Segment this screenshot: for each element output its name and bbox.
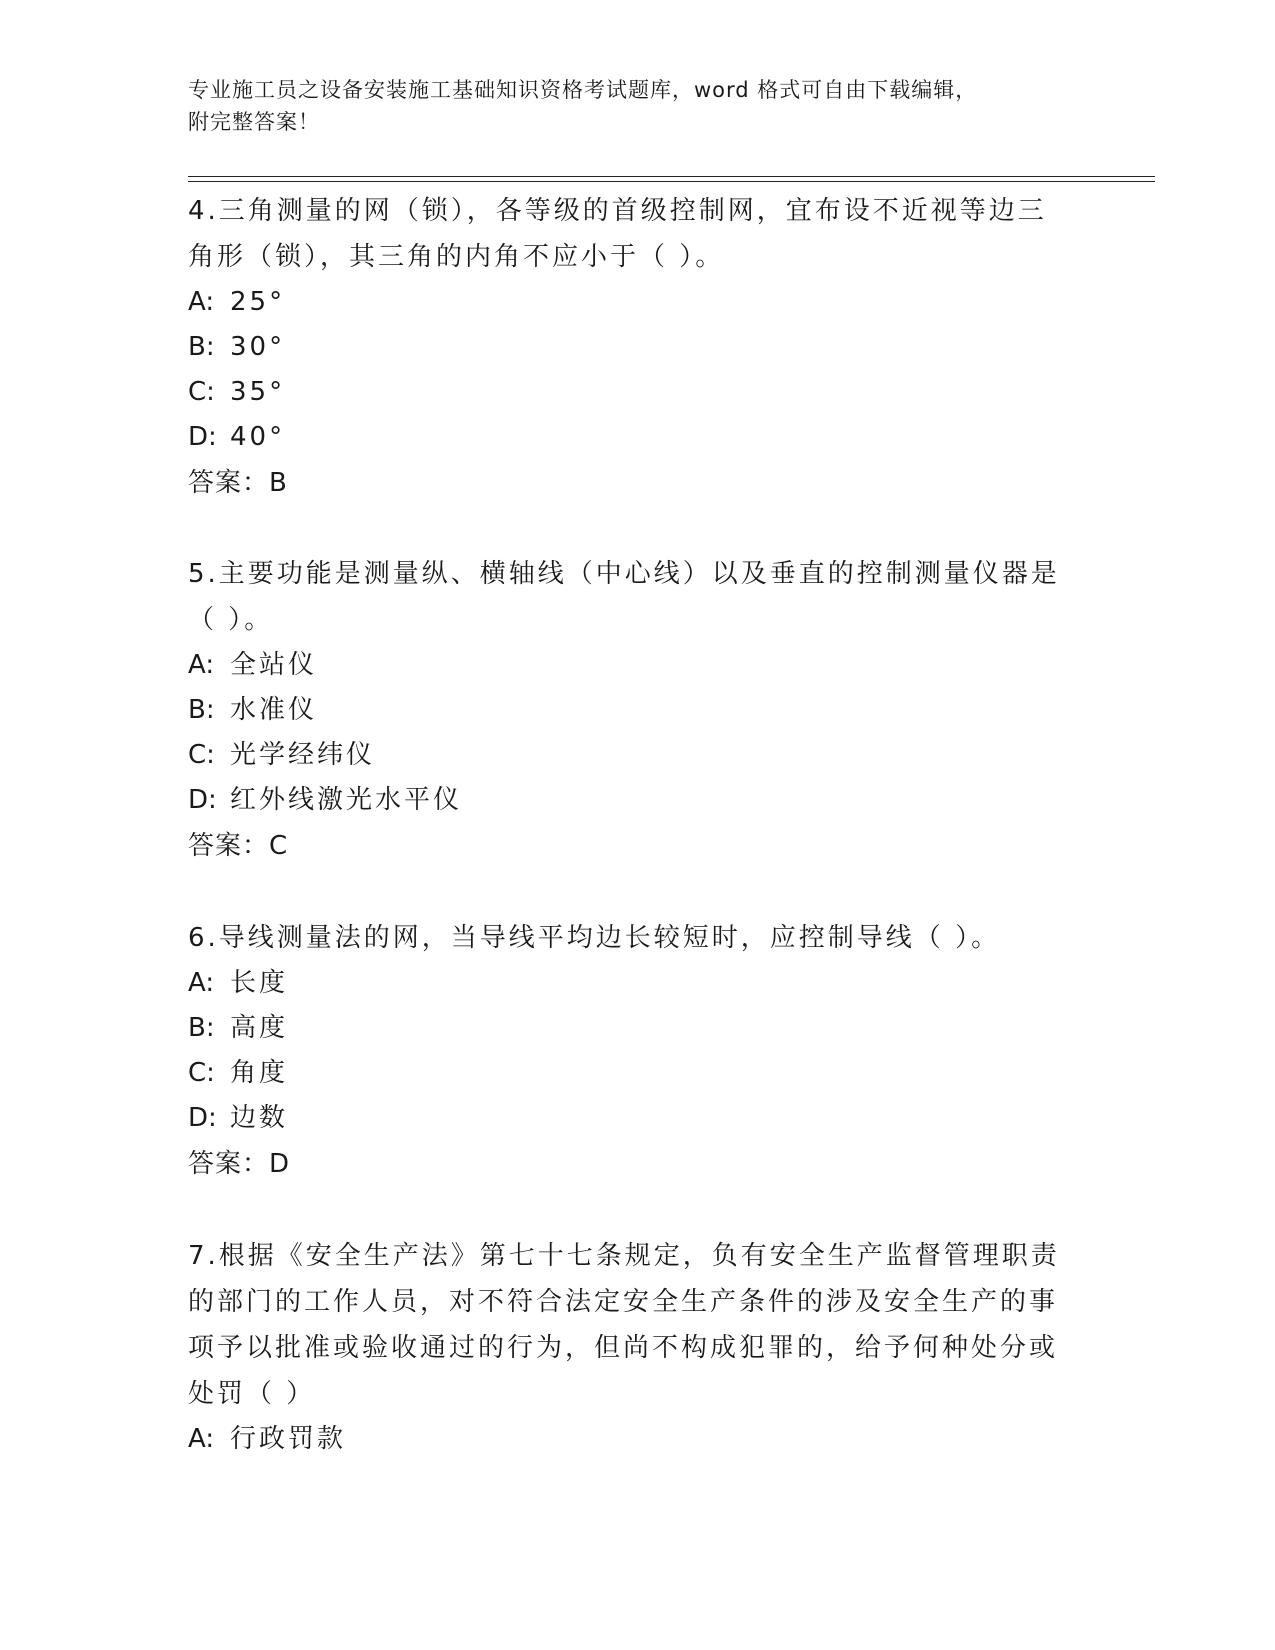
answer-line: 答案：D bbox=[188, 1149, 291, 1179]
option-d bbox=[188, 1096, 1068, 1141]
option-text: 25° bbox=[230, 287, 286, 317]
question-4 bbox=[188, 188, 1068, 506]
option-b bbox=[188, 1006, 1068, 1051]
question-7 bbox=[188, 1233, 1068, 1462]
option-text: 光学经纬仪 bbox=[230, 740, 376, 770]
option-key: D: bbox=[188, 422, 217, 452]
answer-line: 答案：B bbox=[188, 468, 288, 498]
question-stem-line: 角形（锁），其三角的内角不应小于（ ）。 bbox=[188, 242, 725, 272]
option-c bbox=[188, 733, 1068, 778]
option-d bbox=[188, 778, 1068, 823]
question-stem-line: 4.三角测量的网（锁），各等级的首级控制网，宜布设不近视等边三 bbox=[188, 196, 1047, 226]
option-key: B: bbox=[188, 332, 215, 362]
option-key: D: bbox=[188, 785, 217, 815]
option-text: 水准仪 bbox=[230, 695, 318, 725]
header-line-1: 专业施工员之设备安装施工基础知识资格考试题库，word 格式可自由下载编辑， bbox=[188, 78, 978, 102]
option-text: 40° bbox=[230, 422, 286, 452]
option-text: 角度 bbox=[230, 1058, 289, 1088]
question-stem-line: 项予以批准或验收通过的行为，但尚不构成犯罪的，给予何种处分或 bbox=[188, 1333, 1059, 1363]
option-key: B: bbox=[188, 1013, 215, 1043]
option-key: C: bbox=[188, 1058, 215, 1088]
option-key: D: bbox=[188, 1103, 217, 1133]
option-text: 35° bbox=[230, 377, 286, 407]
question-stem-line: （ ）。 bbox=[188, 605, 274, 635]
answer-line: 答案：C bbox=[188, 831, 289, 861]
question-stem-line: 5.主要功能是测量纵、横轴线（中心线）以及垂直的控制测量仪器是 bbox=[188, 559, 1060, 589]
header-divider-top bbox=[188, 176, 1155, 177]
option-key: A: bbox=[188, 287, 215, 317]
option-c bbox=[188, 1051, 1068, 1096]
question-stem-line: 7.根据《安全生产法》第七十七条规定，负有安全生产监督管理职责 bbox=[188, 1241, 1060, 1271]
option-text: 高度 bbox=[230, 1013, 289, 1043]
question-stem-line: 6.导线测量法的网，当导线平均边长较短时，应控制导线（ ）。 bbox=[188, 923, 1001, 953]
option-a bbox=[188, 280, 1068, 325]
option-key: C: bbox=[188, 377, 215, 407]
option-b bbox=[188, 325, 1068, 370]
option-text: 全站仪 bbox=[230, 650, 318, 680]
option-d bbox=[188, 415, 1068, 460]
option-key: A: bbox=[188, 1424, 215, 1454]
question-stem-line: 处罚（ ） bbox=[188, 1379, 316, 1409]
option-b bbox=[188, 688, 1068, 733]
option-text: 红外线激光水平仪 bbox=[230, 785, 463, 815]
question-6 bbox=[188, 915, 1068, 1187]
option-a bbox=[188, 1417, 1068, 1462]
option-text: 30° bbox=[230, 332, 286, 362]
option-key: C: bbox=[188, 740, 215, 770]
option-c bbox=[188, 370, 1068, 415]
document-header bbox=[188, 74, 1068, 138]
option-key: A: bbox=[188, 968, 215, 998]
question-5 bbox=[188, 551, 1068, 869]
header-divider-bottom bbox=[188, 181, 1155, 182]
header-line-2: 附完整答案！ bbox=[188, 110, 320, 134]
option-a bbox=[188, 643, 1068, 688]
option-a bbox=[188, 961, 1068, 1006]
option-text: 边数 bbox=[230, 1103, 289, 1133]
option-key: A: bbox=[188, 650, 215, 680]
option-text: 长度 bbox=[230, 968, 289, 998]
option-text: 行政罚款 bbox=[230, 1424, 347, 1454]
question-stem-line: 的部门的工作人员，对不符合法定安全生产条件的涉及安全生产的事 bbox=[188, 1287, 1059, 1317]
option-key: B: bbox=[188, 695, 215, 725]
